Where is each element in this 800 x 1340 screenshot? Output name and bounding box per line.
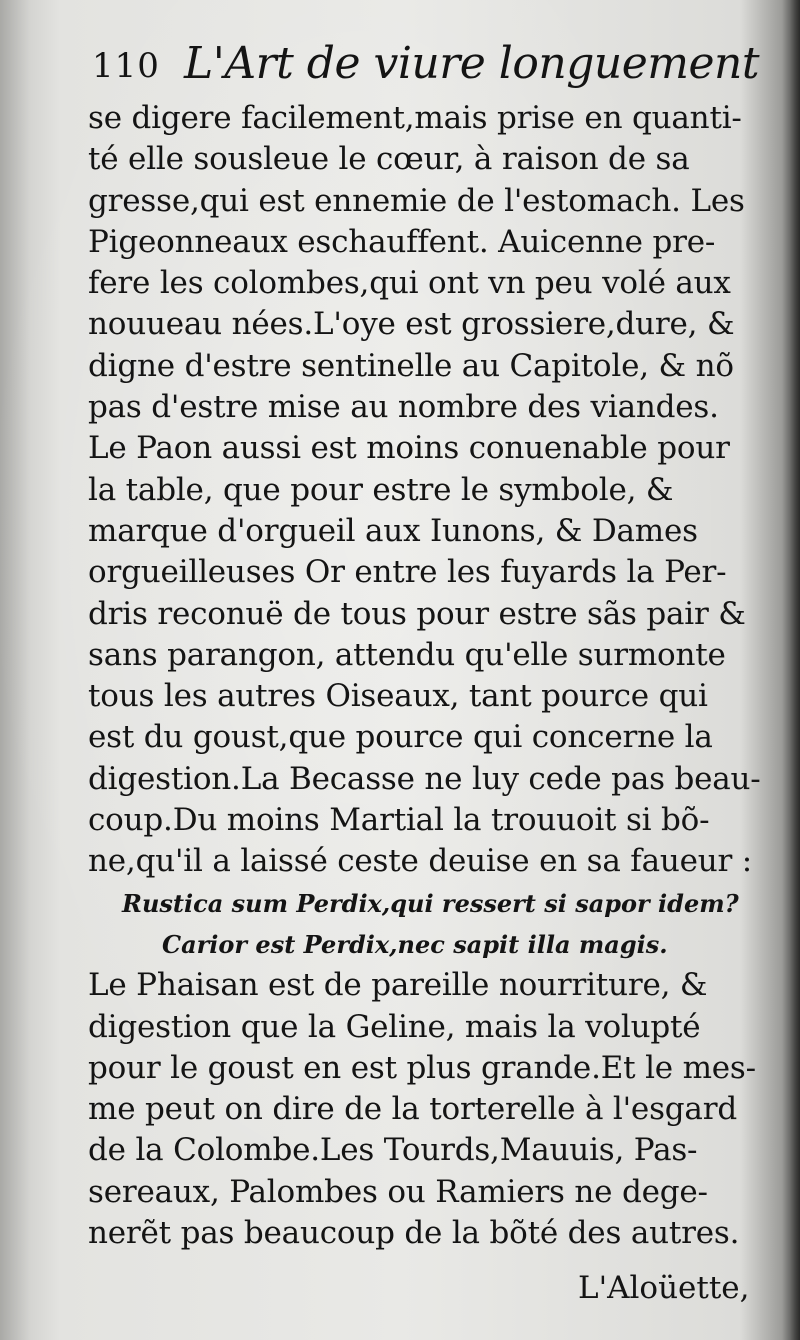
text-line: se digere facilement,mais prise en quanti- xyxy=(88,100,742,136)
text-line: pour le goust en est plus grande.Et le mes- xyxy=(88,1049,756,1086)
text-line: pas d'estre mise au nombre des viandes. xyxy=(88,389,719,426)
running-head: L'Art de viure longuement xyxy=(184,38,760,89)
body-text xyxy=(88,98,764,1254)
text-line: nerẽt pas beaucoup de la bõté des autres. xyxy=(88,1215,740,1252)
text-line: orgueilleuses Or entre les fuyards la Per- xyxy=(88,554,727,591)
page-header xyxy=(92,36,760,106)
text-line: est du goust,que pource qui concerne la xyxy=(88,719,713,756)
text-line: de la Colombe.Les Tourds,Mauuis, Pas- xyxy=(88,1132,698,1169)
text-line: fere les colombes,qui ont vn peu volé aux xyxy=(88,265,731,302)
text-line: Pigeonneaux eschauffent. Auicenne pre- xyxy=(88,223,716,260)
text-line: té elle sousleue le cœur, à raison de sa xyxy=(88,141,690,178)
text-line: digestion que la Geline, mais la volupté xyxy=(88,1008,701,1045)
text-line: Le Paon aussi est moins conuenable pour xyxy=(88,430,730,467)
catchword: L'Aloüette, xyxy=(578,1270,750,1306)
text-line: sereaux, Palombes ou Ramiers ne dege- xyxy=(88,1173,708,1210)
text-line: tous les autres Oiseaux, tant pource qui xyxy=(88,678,708,715)
quote-line: Rustica sum Perdix,qui ressert si sapor idem? xyxy=(122,888,739,918)
quote-line: Carior est Perdix,nec sapit illa magis. xyxy=(162,929,668,959)
page-edge-shadow xyxy=(782,0,800,1340)
text-line: marque d'orgueil aux Iunons, & Dames xyxy=(88,512,698,549)
text-line: ne,qu'il a laissé ceste deuise en sa faueur : xyxy=(88,843,753,880)
text-line: dris reconuë de tous pour estre sãs pair & xyxy=(88,595,746,632)
text-line: gresse,qui est ennemie de l'estomach. Les xyxy=(88,182,745,219)
text-line: nouueau nées.L'oye est grossiere,dure, & xyxy=(88,306,735,343)
text-line: coup.Du moins Martial la trouuoit si bõ- xyxy=(88,802,710,839)
text-line: digestion.La Becasse ne luy cede pas beau- xyxy=(88,760,761,797)
text-line: digne d'estre sentinelle au Capitole, & nõ xyxy=(88,347,734,384)
page-number: 110 xyxy=(92,46,160,86)
text-line: Le Phaisan est de pareille nourriture, & xyxy=(88,967,708,1004)
text-line: la table, que pour estre le symbole, & xyxy=(88,471,674,508)
text-line: sans parangon, attendu qu'elle surmonte xyxy=(88,636,726,673)
text-line: me peut on dire de la torterelle à l'esgard xyxy=(88,1091,737,1128)
